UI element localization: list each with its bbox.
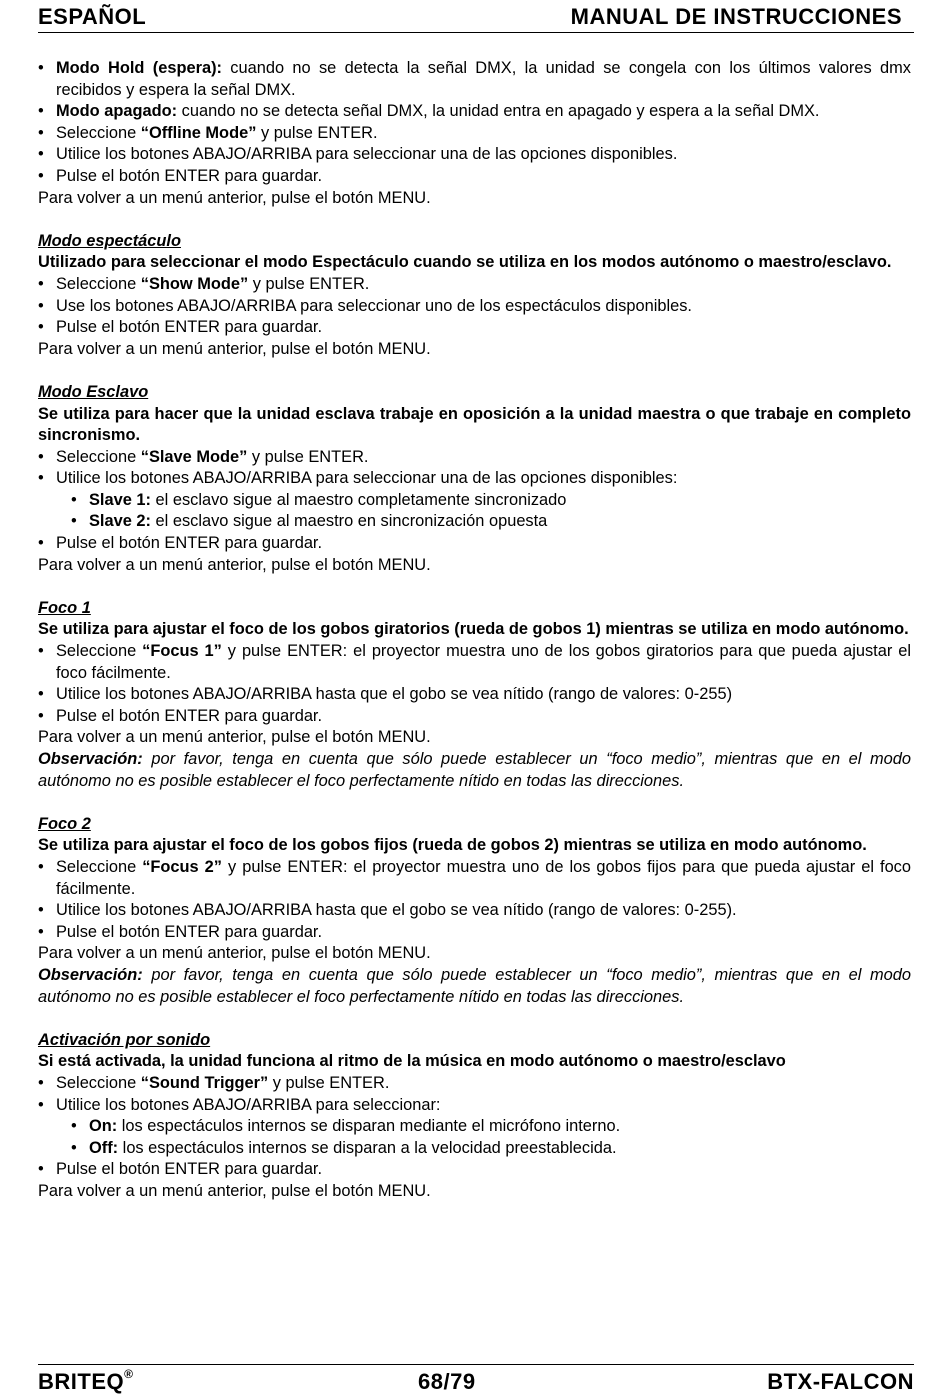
header-language: ESPAÑOL xyxy=(38,4,147,29)
page-number: 68/79 xyxy=(418,1369,476,1394)
section-description: Si está activada, la unidad funciona al ritmo de la música en modo autónomo o maestro/esclavo xyxy=(38,1052,786,1071)
list-item: • Slave 2: el esclavo sigue al maestro en sincronización opuesta xyxy=(71,511,911,533)
section-title-sound-trigger: Activación por sonido xyxy=(38,1030,211,1049)
back-instruction: Para volver a un menú anterior, pulse el botón MENU. xyxy=(38,944,431,963)
page-content xyxy=(38,58,911,1202)
list-item: • Utilice los botones ABAJO/ARRIBA hasta que el gobo se vea nítido (rango de valores: 0-255) xyxy=(38,684,911,706)
offline-mode-list xyxy=(38,58,911,188)
slave-mode-list xyxy=(38,447,911,490)
list-item: • Seleccione “Offline Mode” y pulse ENTER. xyxy=(38,123,911,145)
list-item: • Utilice los botones ABAJO/ARRIBA para seleccionar una de las opciones disponibles: xyxy=(38,468,911,490)
list-item: • On: los espectáculos internos se disparan mediante el micrófono interno. xyxy=(71,1116,911,1138)
page-header xyxy=(38,2,914,33)
header-manual-title: MANUAL DE INSTRUCCIONES xyxy=(570,4,902,29)
focus-2-list xyxy=(38,857,911,943)
section-title-focus-2: Foco 2 xyxy=(38,814,91,833)
list-item: • Seleccione “Focus 2” y pulse ENTER: el proyector muestra uno de los gobos fijos para que pueda ajustar el foco fácilmente. xyxy=(38,857,911,900)
observation-note: Observación: por favor, tenga en cuenta que sólo puede establecer un “foco medio”, mientras que en el modo autónomo no es posible establecer el foco perfectamente nítido en todas las direcciones. xyxy=(38,965,911,1006)
section-description: Utilizado para seleccionar el modo Espectáculo cuando se utiliza en los modos autónomo o maestro/esclavo. xyxy=(38,253,892,272)
section-title-slave-mode: Modo Esclavo xyxy=(38,382,149,401)
list-item: • Pulse el botón ENTER para guardar. xyxy=(38,922,911,944)
list-item: • Pulse el botón ENTER para guardar. xyxy=(38,166,911,188)
slave-options-list xyxy=(38,490,911,533)
section-description: Se utiliza para hacer que la unidad esclava trabaje en oposición a la unidad maestra o que trabaje en completo sincronismo. xyxy=(38,404,911,445)
back-instruction: Para volver a un menú anterior, pulse el botón MENU. xyxy=(38,188,431,207)
list-item: • Pulse el botón ENTER para guardar. xyxy=(38,706,911,728)
list-item: • Off: los espectáculos internos se disparan a la velocidad preestablecida. xyxy=(71,1138,911,1160)
list-item: • Pulse el botón ENTER para guardar. xyxy=(38,533,911,555)
list-item: • Utilice los botones ABAJO/ARRIBA para seleccionar una de las opciones disponibles. xyxy=(38,144,911,166)
section-title-show-mode: Modo espectáculo xyxy=(38,231,181,250)
back-instruction: Para volver a un menú anterior, pulse el botón MENU. xyxy=(38,555,431,574)
back-instruction: Para volver a un menú anterior, pulse el botón MENU. xyxy=(38,339,431,358)
back-instruction: Para volver a un menú anterior, pulse el botón MENU. xyxy=(38,1181,431,1200)
list-item: • Pulse el botón ENTER para guardar. xyxy=(38,1159,911,1181)
show-mode-list xyxy=(38,274,911,339)
focus-1-list xyxy=(38,641,911,727)
list-item: • Seleccione “Slave Mode” y pulse ENTER. xyxy=(38,447,911,469)
list-item: • Modo apagado: cuando no se detecta señal DMX, la unidad entra en apagado y espera a la señal DMX. xyxy=(38,101,911,123)
list-item: • Utilice los botones ABAJO/ARRIBA hasta que el gobo se vea nítido (rango de valores: 0-255). xyxy=(38,900,911,922)
list-item: • Use los botones ABAJO/ARRIBA para seleccionar uno de los espectáculos disponibles. xyxy=(38,296,911,318)
list-item: • Slave 1: el esclavo sigue al maestro completamente sincronizado xyxy=(71,490,911,512)
list-item: • Seleccione “Focus 1” y pulse ENTER: el proyector muestra uno de los gobos giratorios para que pueda ajustar el foco fácilmente. xyxy=(38,641,911,684)
list-item: • Seleccione “Show Mode” y pulse ENTER. xyxy=(38,274,911,296)
list-item: • Seleccione “Sound Trigger” y pulse ENTER. xyxy=(38,1073,911,1095)
section-description: Se utiliza para ajustar el foco de los gobos fijos (rueda de gobos 2) mientras se utiliza en modo autónomo. xyxy=(38,836,867,855)
footer-model: BTX-FALCON xyxy=(767,1369,914,1394)
back-instruction: Para volver a un menú anterior, pulse el botón MENU. xyxy=(38,728,431,747)
page-footer xyxy=(38,1364,914,1397)
footer-brand: BRITEQ® xyxy=(38,1367,134,1394)
list-item: • Modo Hold (espera): cuando no se detecta la señal DMX, la unidad se congela con los últimos valores dmx recibidos y espera la señal DMX. xyxy=(38,58,911,101)
section-description: Se utiliza para ajustar el foco de los gobos giratorios (rueda de gobos 1) mientras se utiliza en modo autónomo. xyxy=(38,620,909,639)
list-item: • Pulse el botón ENTER para guardar. xyxy=(38,317,911,339)
sound-options-list xyxy=(38,1116,911,1159)
section-title-focus-1: Foco 1 xyxy=(38,598,91,617)
list-item: • Utilice los botones ABAJO/ARRIBA para seleccionar: xyxy=(38,1095,911,1117)
sound-trigger-list xyxy=(38,1073,911,1116)
observation-note: Observación: por favor, tenga en cuenta que sólo puede establecer un “foco medio”, mientras que en el modo autónomo no es posible establecer el foco perfectamente nítido en todas las direcciones. xyxy=(38,750,911,790)
